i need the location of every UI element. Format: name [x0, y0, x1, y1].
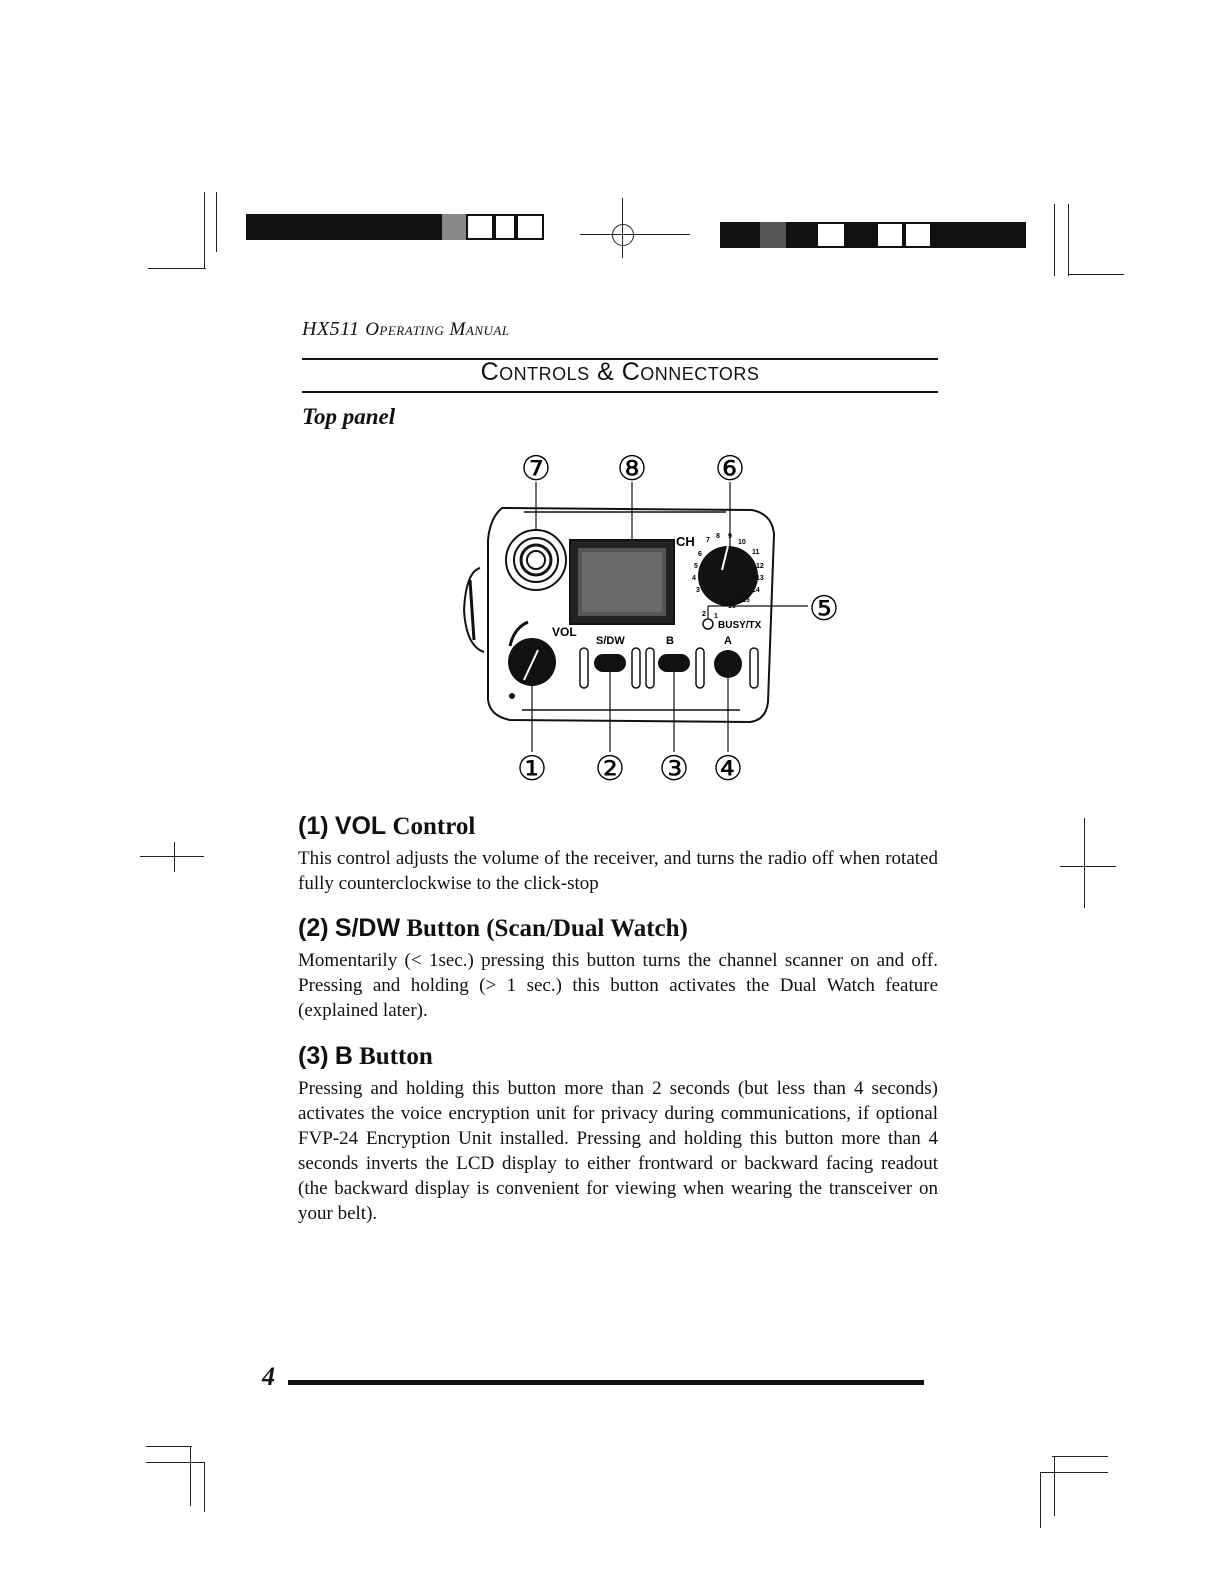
dial-num-12: 12 [756, 563, 764, 570]
callout-6: ⑥ [714, 450, 746, 488]
label-vol: VOL [552, 625, 577, 639]
footer-rule [288, 1380, 924, 1385]
dial-num-16: 16 [728, 603, 736, 610]
dial-num-6: 6 [698, 551, 702, 558]
label-busy-tx: BUSY/TX [718, 620, 762, 631]
subheading: Top panel [302, 404, 396, 429]
dial-num-5: 5 [694, 563, 698, 570]
header-model: HX511 [302, 318, 360, 340]
a-button [714, 650, 742, 678]
dial-num-10: 10 [738, 539, 746, 546]
section-title: Controls & Connectors [480, 358, 760, 386]
b-button [658, 654, 690, 672]
antenna-connector [506, 530, 566, 590]
item-2-heading: (2) S/DW Button (Scan/Dual Watch) [298, 914, 688, 942]
callout-2: ② [594, 750, 626, 788]
item-2-body: Momentarily (< 1sec.) pressing this button turns the channel scanner on and off. Pressing and holding (> 1 sec.) this button activates the Dual Watch feature (explained later). [298, 950, 938, 1021]
callout-8: ⑧ [616, 450, 648, 488]
sdw-button [594, 654, 626, 672]
callout-5: ⑤ [808, 590, 840, 628]
dial-num-13: 13 [756, 575, 764, 582]
label-ch: CH [676, 534, 695, 549]
dial-num-8: 8 [716, 533, 720, 540]
dial-num-4: 4 [692, 575, 696, 582]
label-a: A [724, 635, 732, 647]
calibration-bar-right [720, 222, 1026, 248]
top-panel-diagram [440, 440, 860, 790]
callout-7: ⑦ [520, 450, 552, 488]
page-number: 4 [262, 1362, 275, 1391]
busy-tx-led [703, 619, 713, 629]
dial-num-2: 2 [702, 611, 706, 618]
label-b: B [666, 635, 674, 647]
item-1-body: This control adjusts the volume of the receiver, and turns the radio off when rotated fully counterclockwise to the click-stop [298, 848, 938, 894]
dial-num-14: 14 [752, 587, 760, 594]
section-rule-bottom [302, 391, 938, 393]
header-subtitle: Operating Manual [365, 319, 510, 340]
callout-1: ① [516, 750, 548, 788]
item-3-heading: (3) B Button [298, 1042, 433, 1070]
callout-3: ③ [658, 750, 690, 788]
dial-num-11: 11 [752, 549, 760, 556]
dial-num-15: 15 [742, 597, 750, 604]
calibration-bar-left [246, 214, 556, 240]
item-3-body: Pressing and holding this button more than 2 seconds (but less than 4 seconds) activates the voice encryption unit for privacy during communications, if optional FVP-24 Encryption Unit installed. Pressing and holding this button more than 4 seconds inverts the LCD display to either frontward or backward facing readout (the backward display is convenient for viewing when wearing the transceiver on your belt). [298, 1078, 938, 1224]
dial-num-3: 3 [696, 587, 700, 594]
dial-num-9: 9 [728, 533, 732, 540]
label-sdw: S/DW [596, 635, 625, 647]
callout-4: ④ [712, 750, 744, 788]
dial-num-7: 7 [706, 537, 710, 544]
lcd-display [570, 540, 674, 624]
item-1-heading: (1) VOL Control [298, 812, 476, 840]
running-header [302, 318, 510, 341]
dial-num-1: 1 [714, 613, 718, 620]
